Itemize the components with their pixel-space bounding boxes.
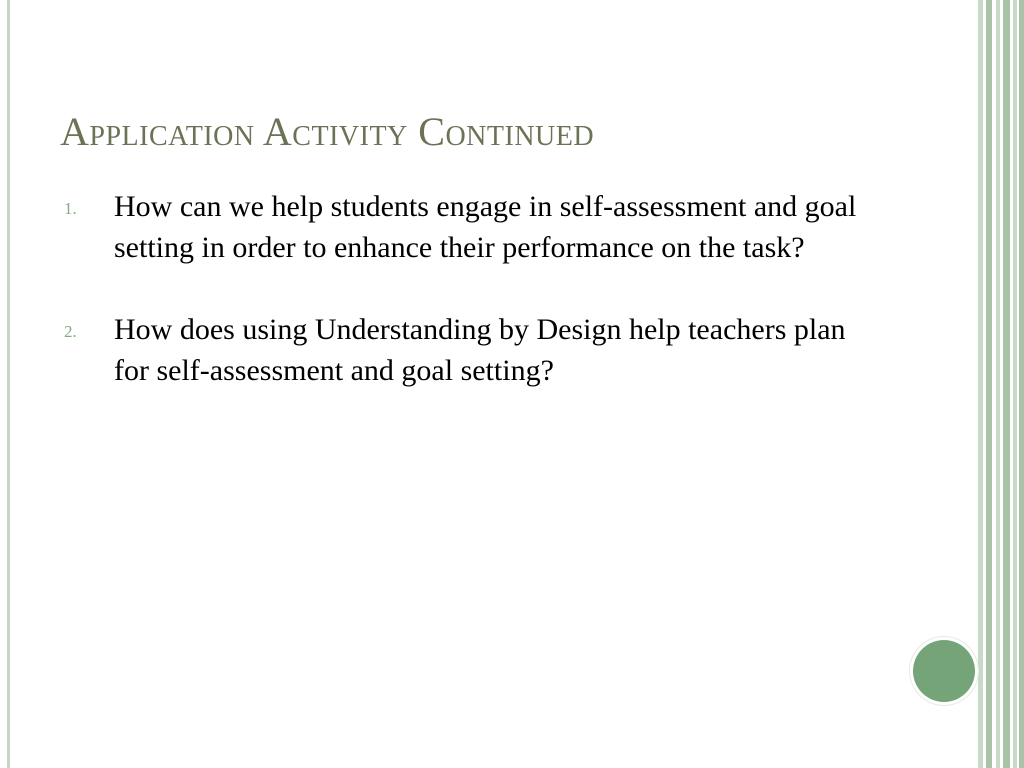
- right-decorative-stripe: [978, 0, 983, 768]
- left-border-rule: [7, 0, 10, 768]
- list-item: [60, 186, 880, 268]
- right-decorative-stripe: [1019, 0, 1024, 768]
- decorative-circle-icon: [913, 640, 975, 702]
- list-item-text: How can we help students engage in self-assessment and goal setting in order to enhance their performance on the task?: [114, 190, 857, 264]
- slide-title: Application Activity Continued: [60, 109, 595, 154]
- list-item-text: How does using Understanding by Design help teachers plan for self-assessment and goal setting?: [114, 313, 846, 387]
- question-list: [60, 186, 880, 432]
- list-item-number: 2.: [64, 322, 77, 341]
- right-decorative-stripe: [986, 0, 992, 768]
- right-decorative-stripe: [1013, 0, 1017, 768]
- right-decorative-stripe: [1003, 0, 1010, 768]
- list-item-number: 1.: [64, 199, 77, 218]
- right-decorative-stripe: [996, 0, 1000, 768]
- list-item: [60, 309, 880, 391]
